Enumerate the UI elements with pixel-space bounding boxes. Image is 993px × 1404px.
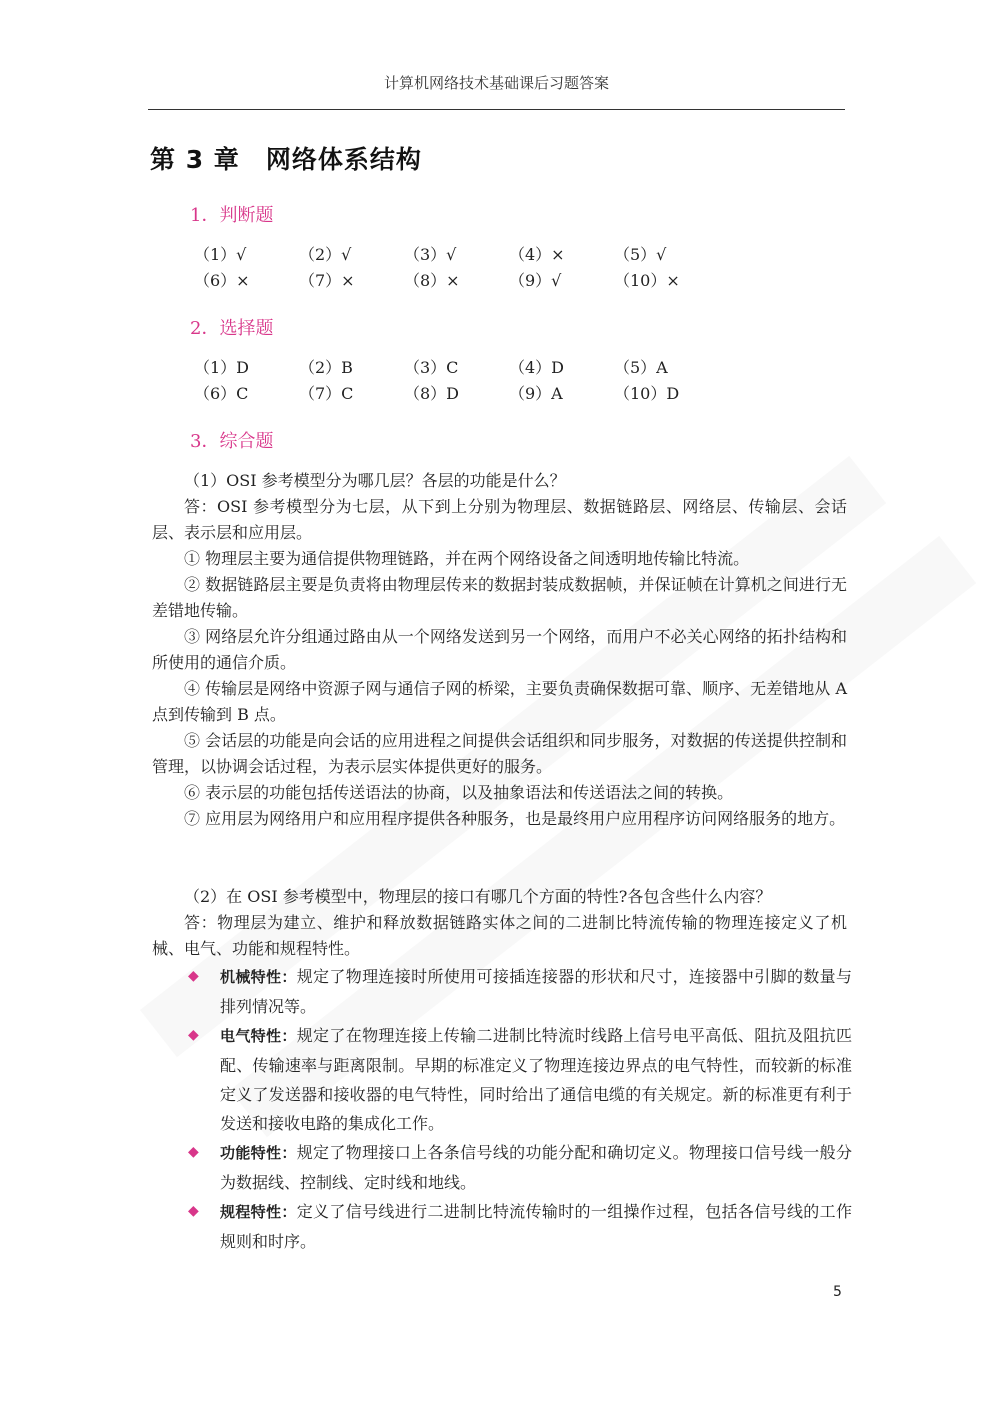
answer-cell: （2）B: [299, 358, 353, 377]
question-1: （1）OSI 参考模型分为哪几层？各层的功能是什么？: [184, 471, 566, 490]
layer-item: ⑥ 表示层的功能包括传送语法的协商，以及抽象语法和传送语法之间的转换。: [184, 783, 734, 802]
page-number: 5: [833, 1284, 842, 1300]
question-2-block: [152, 884, 847, 962]
chapter-heading: [150, 140, 422, 176]
question-1-block: [152, 468, 847, 832]
answer-cell: （8）D: [404, 384, 460, 403]
answer-cell: （5）√: [614, 245, 667, 264]
bullet-text: 规定了物理连接时所使用可接插连接器的形状和尺寸，连接器中引脚的数量与排列情况等。: [220, 967, 852, 1016]
answer-cell: （1）√: [194, 245, 247, 264]
layer-item: ⑤ 会话层的功能是向会话的应用进程之间提供会话组织和同步服务，对数据的传送提供控制和管理，以协调会话过程，为表示层实体提供更好的服务。: [152, 731, 847, 776]
answer-cell: （3）√: [404, 245, 457, 264]
layer-item: ① 物理层主要为通信提供物理链路，并在两个网络设备之间透明地传输比特流。: [184, 549, 750, 568]
answer-cell: （10）D: [614, 384, 680, 403]
true-false-answers: [194, 244, 754, 292]
list-item: [188, 1138, 852, 1197]
answer-cell: （1）D: [194, 358, 250, 377]
layer-item: ② 数据链路层主要是负责将由物理层传来的数据封装成数据帧，并保证帧在计算机之间进行无差错地传输。: [152, 575, 847, 620]
section-heading-true-false: 1．判断题: [190, 205, 274, 226]
answer-cell: （8）×: [404, 271, 460, 290]
diamond-icon: ◆: [188, 1203, 199, 1219]
layer-item: ③ 网络层允许分组通过路由从一个网络发送到另一个网络，而用户不必关心网络的拓扑结构和所使用的通信介质。: [152, 627, 847, 672]
bullet-label: 规程特性：: [220, 1203, 297, 1221]
list-item: [188, 962, 852, 1021]
answer-1: 答：OSI 参考模型分为七层，从下到上分别为物理层、数据链路层、网络层、传输层、会话层、表示层和应用层。: [152, 497, 847, 542]
chapter-title: 网络体系结构: [265, 145, 422, 174]
bullet-text: 定义了信号线进行二进制比特流传输时的一组操作过程，包括各信号线的工作规则和时序。: [220, 1202, 852, 1251]
answer-cell: （4）D: [509, 358, 565, 377]
answer-cell: （3）C: [404, 358, 459, 377]
running-header: 计算机网络技术基础课后习题答案: [383, 74, 609, 92]
diamond-icon: ◆: [188, 1027, 199, 1043]
layer-item: ④ 传输层是网络中资源子网与通信子网的桥梁，主要负责确保数据可靠、顺序、无差错地从 A 点到传输到 B 点。: [152, 679, 847, 724]
header-rule: [148, 109, 845, 110]
bullet-label: 机械特性：: [220, 968, 297, 986]
characteristics-list: [188, 962, 852, 1256]
list-item: [188, 1021, 852, 1138]
bullet-text: 规定了物理接口上各条信号线的功能分配和确切定义。物理接口信号线一般分为数据线、控制线、定时线和地线。: [220, 1143, 852, 1192]
diamond-icon: ◆: [188, 1144, 199, 1160]
answer-cell: （6）×: [194, 271, 250, 290]
multiple-choice-answers: [194, 357, 754, 405]
answer-2: 答：物理层为建立、维护和释放数据链路实体之间的二进制比特流传输的物理连接定义了机械、电气、功能和规程特性。: [152, 913, 847, 958]
section-heading-comprehensive: 3．综合题: [190, 431, 274, 452]
chapter-number: 第 3 章: [150, 145, 240, 174]
answer-cell: （6）C: [194, 384, 249, 403]
bullet-label: 电气特性：: [220, 1027, 297, 1045]
answer-cell: （9）√: [509, 271, 562, 290]
diamond-icon: ◆: [188, 968, 199, 984]
answer-cell: （7）×: [299, 271, 355, 290]
bullet-text: 规定了在物理连接上传输二进制比特流时线路上信号电平高低、阻抗及阻抗匹配、传输速率与距离限制。早期的标准定义了物理连接边界点的电气特性，而较新的标准定义了发送器和接收器的电气特性，同时给出了通信电缆的有关规定。新的标准更有利于发送和接收电路的集成化工作。: [220, 1026, 852, 1133]
answer-cell: （7）C: [299, 384, 354, 403]
list-item: [188, 1197, 852, 1256]
answer-cell: （9）A: [509, 384, 563, 403]
bullet-label: 功能特性：: [220, 1144, 297, 1162]
question-2: （2）在 OSI 参考模型中，物理层的接口有哪几个方面的特性?各包含些什么内容？: [184, 887, 772, 906]
section-heading-multiple-choice: 2．选择题: [190, 318, 274, 339]
answer-cell: （2）√: [299, 245, 352, 264]
layer-item: ⑦ 应用层为网络用户和应用程序提供各种服务，也是最终用户应用程序访问网络服务的地方。: [184, 809, 846, 828]
answer-cell: （4）×: [509, 245, 565, 264]
answer-cell: （10）×: [614, 271, 680, 290]
answer-cell: （5）A: [614, 358, 668, 377]
